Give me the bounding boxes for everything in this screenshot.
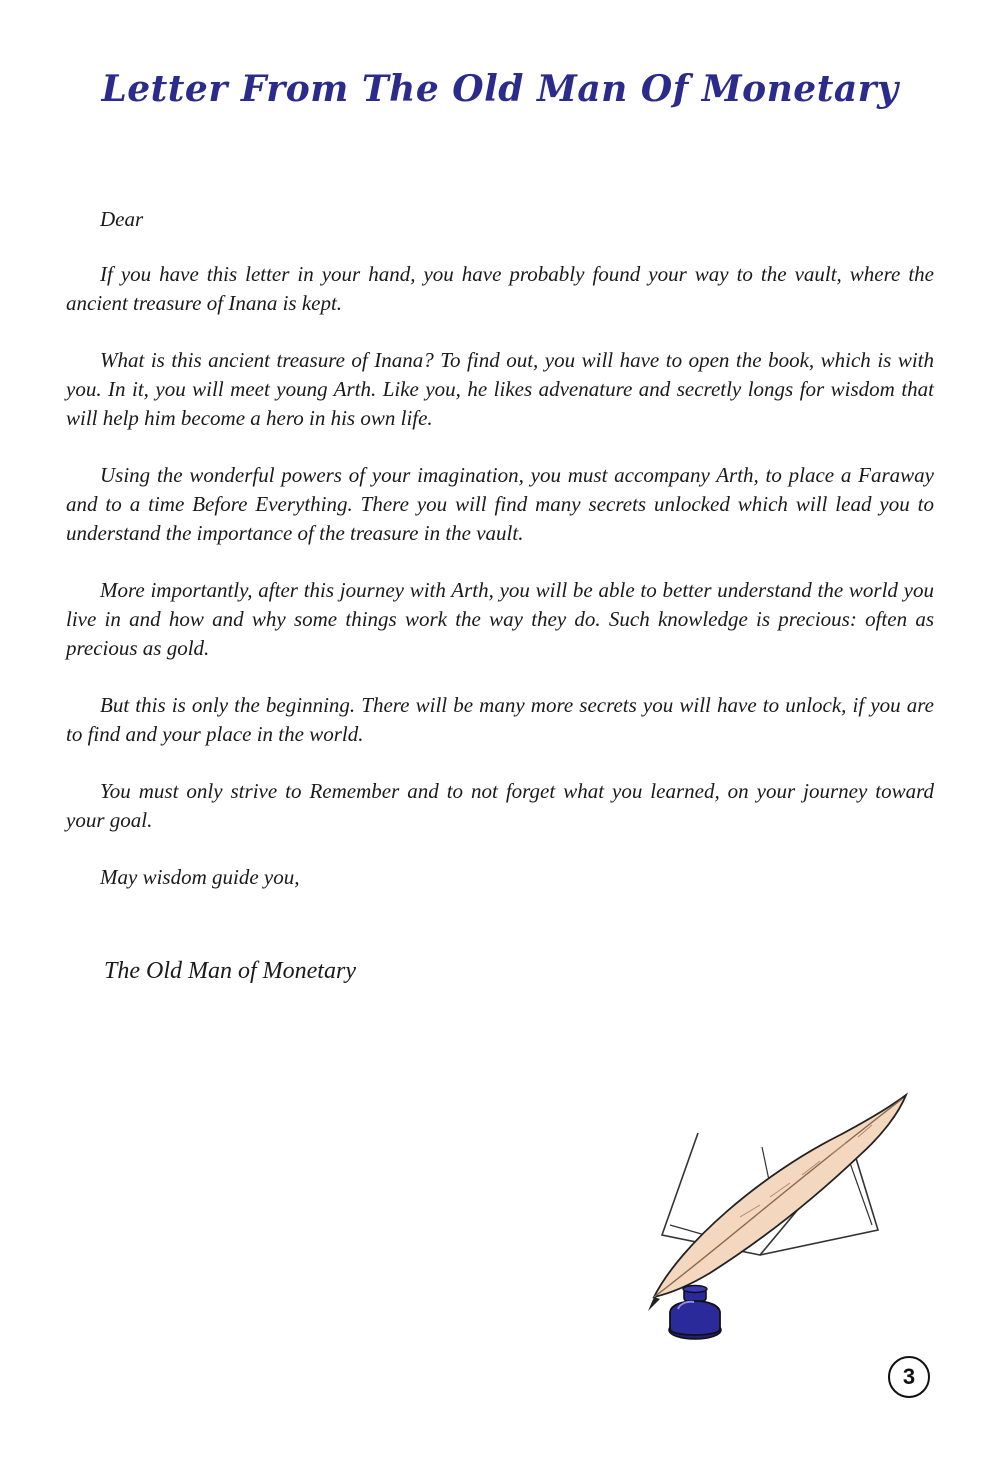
letter-signature: The Old Man of Monetary — [104, 958, 356, 984]
letter-paragraph: If you have this letter in your hand, you have probably found your way to the vault, where the ancient treasure of Inana is kept. — [66, 262, 934, 315]
letter-closing: May wisdom guide you, — [100, 865, 300, 889]
letter-paragraph: More importantly, after this journey with Arth, you will be able to better understand the world you live in and how and why some things work the way they do. Such knowledge is precious: often as precious as gold. — [66, 578, 934, 660]
letter-paragraph: What is this ancient treasure of Inana? To find out, you will have to open the book, which is with you. In it, you will meet young Arth. Like you, he likes advenature and secretly longs for wisdom that will help him become a hero in his own life. — [66, 348, 934, 430]
quill-and-inkpot-icon — [640, 1085, 920, 1345]
page-number-badge: 3 — [888, 1356, 930, 1398]
letter-paragraph: You must only strive to Remember and to not forget what you learned, on your journey toward your goal. — [66, 779, 934, 832]
letter-body — [66, 205, 934, 892]
letter-paragraph: But this is only the beginning. There will be many more secrets you will have to unlock, if you are to find and your place in the world. — [66, 693, 934, 746]
letter-paragraph: Using the wonderful powers of your imagination, you must accompany Arth, to place a Faraway and to a time Before Everything. There you will find many secrets unlocked which will lead you to understand the importance of the treasure in the vault. — [66, 463, 934, 545]
page-title: Letter From The Old Man Of Monetary — [101, 68, 899, 110]
letter-salutation: Dear — [100, 207, 144, 231]
